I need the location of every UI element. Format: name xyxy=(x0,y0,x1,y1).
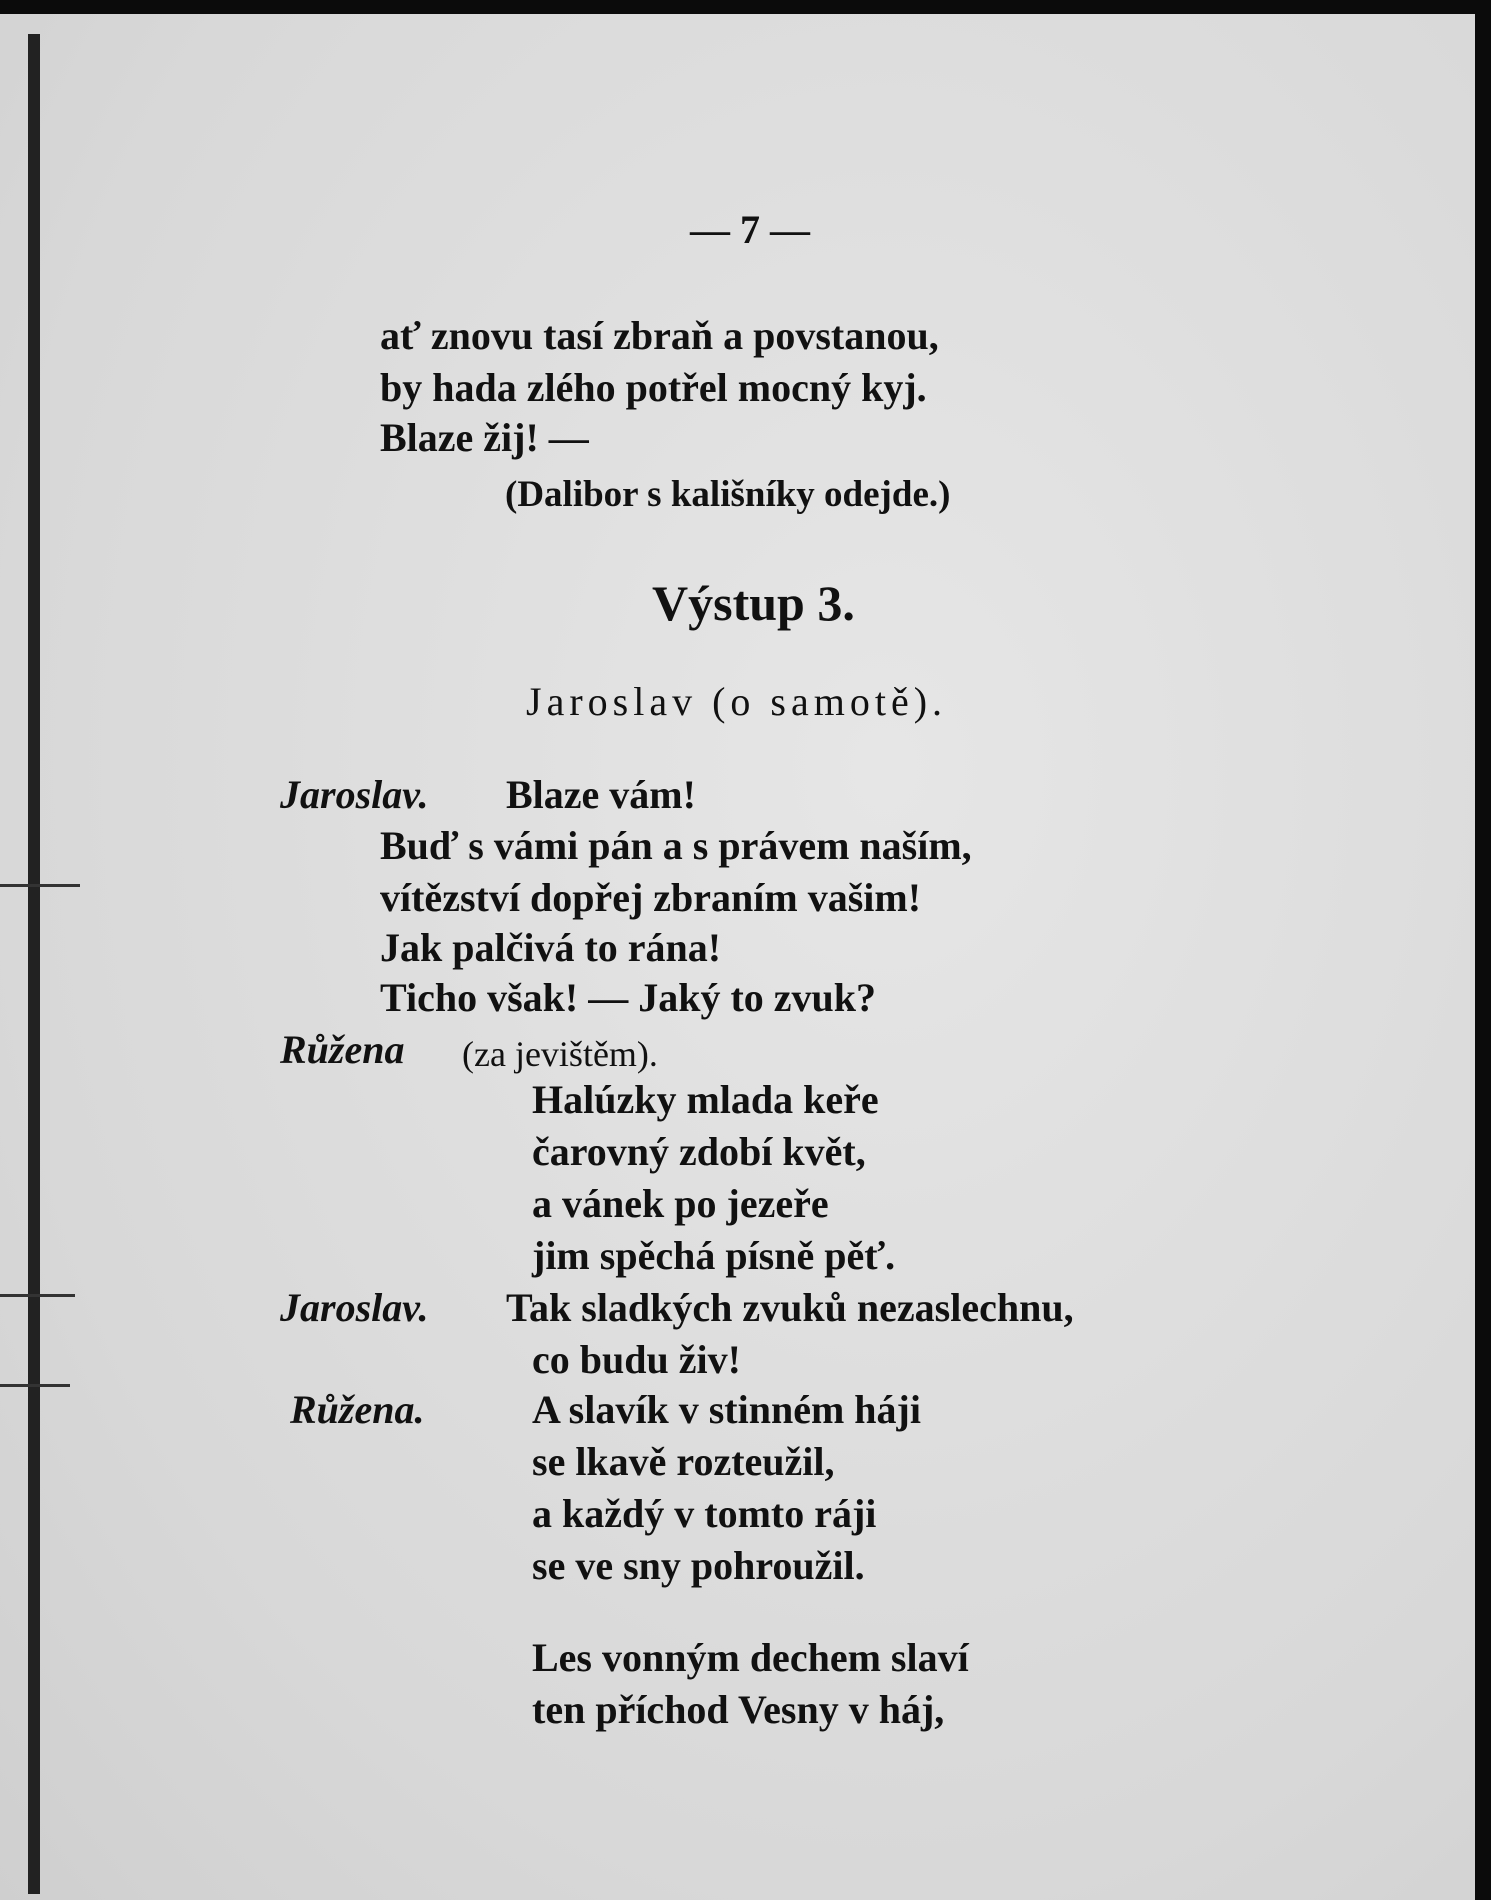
verse-line: ať znovu tasí zbraň a povstanou, xyxy=(380,313,939,358)
speech-line: Blaze vám! xyxy=(506,772,696,817)
binding-mark xyxy=(0,884,80,887)
speaker-name: Jaroslav. xyxy=(280,772,429,817)
speech-line: co budu živ! xyxy=(532,1337,741,1382)
speech-line: Tak sladkých zvuků nezaslechnu, xyxy=(506,1285,1074,1330)
speech-line: Ticho však! — Jaký to zvuk? xyxy=(380,975,877,1020)
speech-line: vítězství dopřej zbraním vašim! xyxy=(380,875,922,920)
song-line: ten příchod Vesny v háj, xyxy=(532,1687,945,1732)
speech-line: Jak palčivá to rána! xyxy=(380,925,722,970)
binding-mark xyxy=(0,1384,70,1387)
speech-line: Buď s vámi pán a s právem naším, xyxy=(380,823,972,868)
book-page xyxy=(0,14,1475,1900)
speaker-name: Jaroslav. xyxy=(280,1285,429,1330)
page-number: — 7 — xyxy=(690,207,810,252)
song-line: se lkavě rozteužil, xyxy=(532,1439,835,1484)
stage-direction: (Dalibor s kališníky odejde.) xyxy=(505,474,951,515)
song-line: a každý v tomto ráji xyxy=(532,1491,877,1536)
verse-line: Blaze žij! — xyxy=(380,415,589,460)
song-line: jim spěchá písně pěť. xyxy=(532,1233,896,1278)
song-line: čarovný zdobí květ, xyxy=(532,1129,866,1174)
verse-line: by hada zlého potřel mocný kyj. xyxy=(380,365,927,410)
binding-mark xyxy=(0,1294,75,1297)
scene-heading: Výstup 3. xyxy=(652,575,855,631)
song-line: Les vonným dechem slaví xyxy=(532,1635,969,1680)
song-line: a vánek po jezeře xyxy=(532,1181,829,1226)
speaker-name: Růžena xyxy=(280,1027,405,1072)
scene-subheading: Jaroslav (o samotě). xyxy=(526,679,948,724)
song-line: A slavík v stinném háji xyxy=(532,1387,921,1432)
speaker-direction: (za jevištěm). xyxy=(462,1034,658,1074)
song-line: se ve sny pohroužil. xyxy=(532,1543,865,1588)
binding-spine xyxy=(28,34,40,1894)
speaker-name: Růžena. xyxy=(290,1387,425,1432)
song-line: Halúzky mlada keře xyxy=(532,1077,879,1122)
